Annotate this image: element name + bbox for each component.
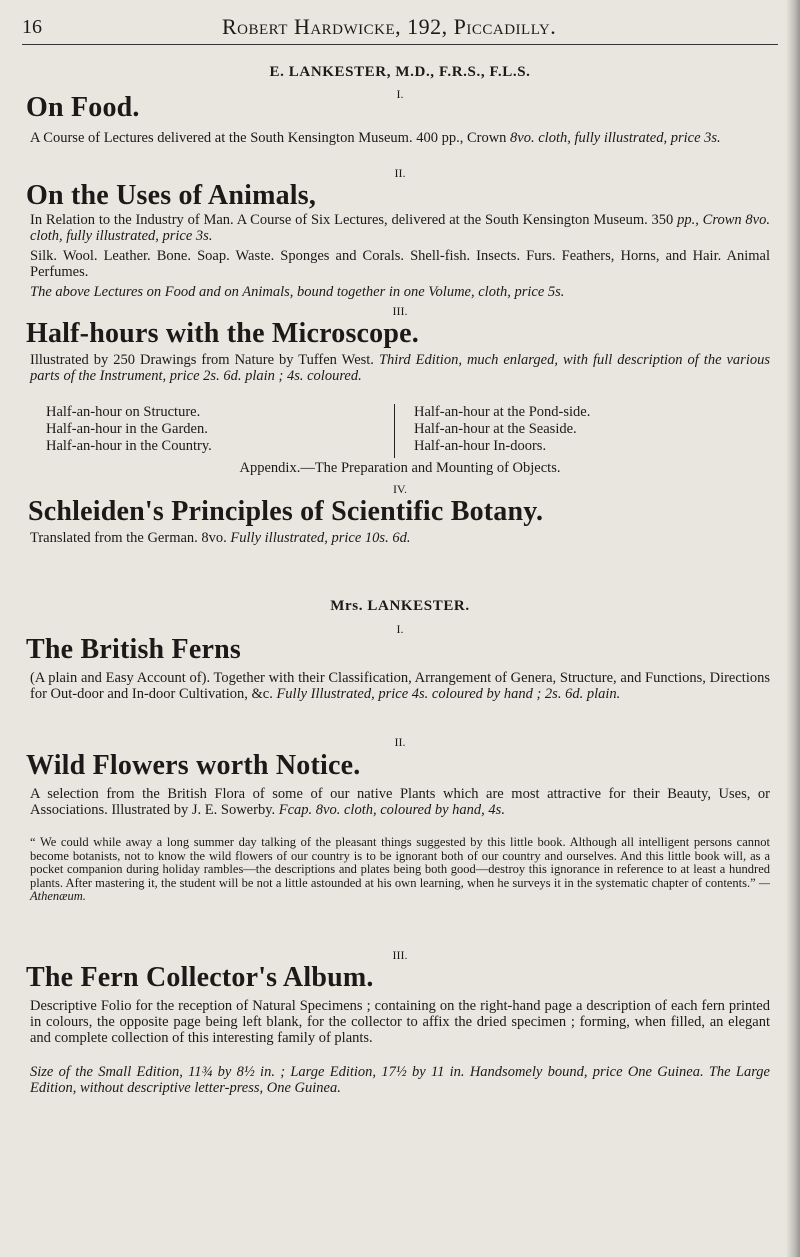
chapter-columns: [46, 404, 746, 456]
book-description: A Course of Lectures delivered at the South Kensington Museum. 400 pp., Crown 8vo. cloth, fully illustrated, price 3s.: [30, 130, 721, 146]
item-numeral: I.: [396, 622, 404, 636]
review-quote: “ We could while away a long summer day talking of the pleasant things suggested by this little book. Although all intelligent persons cannot become botanists, not to know the wild flowers of our country is to be ignorant both of our country and ourselves. And this little book will, as a pocket companion during holiday rambles—the descriptions and plates being both good—destroy this ignorance in reference to at least a hundred plants. After mastering it, the student will be not a little astounded at his own learning, when he surveys it in the systematic chapter of contents.” —Athenæum.: [30, 835, 771, 904]
item-numeral: II.: [394, 166, 406, 180]
chapter-list-left: [46, 404, 346, 455]
chapter-item: Half-an-hour at the Pond-side.: [414, 404, 591, 420]
book-title-schleiden: Schleiden's Principles of Scientific Botany.: [28, 496, 544, 527]
item-numeral: III.: [392, 948, 408, 962]
chapter-item: Half-an-hour in the Garden.: [46, 421, 208, 437]
page-number: 16: [22, 16, 42, 38]
book-description: In Relation to the Industry of Man. A Course of Six Lectures, delivered at the South Kensington Museum. 350 pp., Crown 8vo. cloth, fully illustrated, price 3s.: [30, 212, 770, 244]
item-numeral: I.: [396, 87, 404, 101]
header-rule: [22, 44, 778, 45]
book-title-on-food: On Food.: [26, 92, 140, 123]
book-title-uses-of-animals: On the Uses of Animals,: [26, 180, 317, 211]
book-description: (A plain and Easy Account of). Together with their Classification, Arrangement of Genera, Structure, and Functions, Directions for Out-door and In-door Cultivation, &c. Fully Illustrated, price 4s. coloured by hand ; 2s. 6d. plain.: [30, 670, 770, 702]
book-description: Translated from the German. 8vo. Fully illustrated, price 10s. 6d.: [30, 530, 411, 546]
appendix-line: Appendix.—The Preparation and Mounting of Objects.: [239, 460, 561, 476]
book-description: Descriptive Folio for the reception of Natural Specimens ; containing on the right-hand page a description of each fern printed in colours, the opposite page being left blank, for the collector to affix the dried specimen ; forming, when filled, an elegant and complete collection of this interesting family of plants.: [30, 998, 770, 1046]
book-title-wild-flowers: Wild Flowers worth Notice.: [26, 750, 361, 781]
running-head: [22, 14, 780, 42]
chapter-list-right: [414, 404, 734, 455]
chapter-item: Half-an-hour in the Country.: [46, 438, 212, 454]
author-heading-2: Mrs. LANKESTER.: [330, 598, 470, 614]
item-numeral: III.: [392, 304, 408, 318]
chapter-item: Half-an-hour In-doors.: [414, 438, 547, 454]
book-description: Illustrated by 250 Drawings from Nature by Tuffen West. Third Edition, much enlarged, with full description of the various parts of the Instrument, price 2s. 6d. plain ; 4s. coloured.: [30, 352, 771, 384]
book-title-microscope: Half-hours with the Microscope.: [26, 318, 419, 349]
lecture-list: Silk. Wool. Leather. Bone. Soap. Waste. Sponges and Corals. Shell-fish. Insects. Furs. Feathers, Horns, and Hair. Animal Perfumes.: [30, 248, 770, 280]
quote-source: —Athenæum.: [30, 875, 771, 904]
author-heading-1: E. LANKESTER, M.D., F.R.S., F.L.S.: [269, 64, 531, 80]
book-description: A selection from the British Flora of some of our native Plants which are most attractive for their Beauty, Uses, or Associations. Illustrated by J. E. Sowerby. Fcap. 8vo. cloth, coloured by hand, 4s.: [30, 786, 770, 818]
book-title-fern-album: The Fern Collector's Album.: [26, 962, 374, 993]
edition-note: Size of the Small Edition, 11¾ by 8½ in. ; Large Edition, 17½ by 11 in. Handsomely bound, price One Guinea. The Large Edition, without descriptive letter-press, One Guinea.: [30, 1064, 770, 1096]
item-numeral: II.: [394, 735, 406, 749]
chapter-item: Half-an-hour at the Seaside.: [414, 421, 577, 437]
column-divider: [394, 404, 395, 458]
chapter-item: Half-an-hour on Structure.: [46, 404, 201, 420]
publisher-header: Robert Hardwicke, 192, Piccadilly.: [222, 14, 557, 39]
item-numeral: IV.: [392, 482, 408, 496]
bundle-note: The above Lectures on Food and on Animals, bound together in one Volume, cloth, price 5s.: [30, 284, 565, 300]
book-title-british-ferns: The British Ferns: [26, 634, 241, 665]
